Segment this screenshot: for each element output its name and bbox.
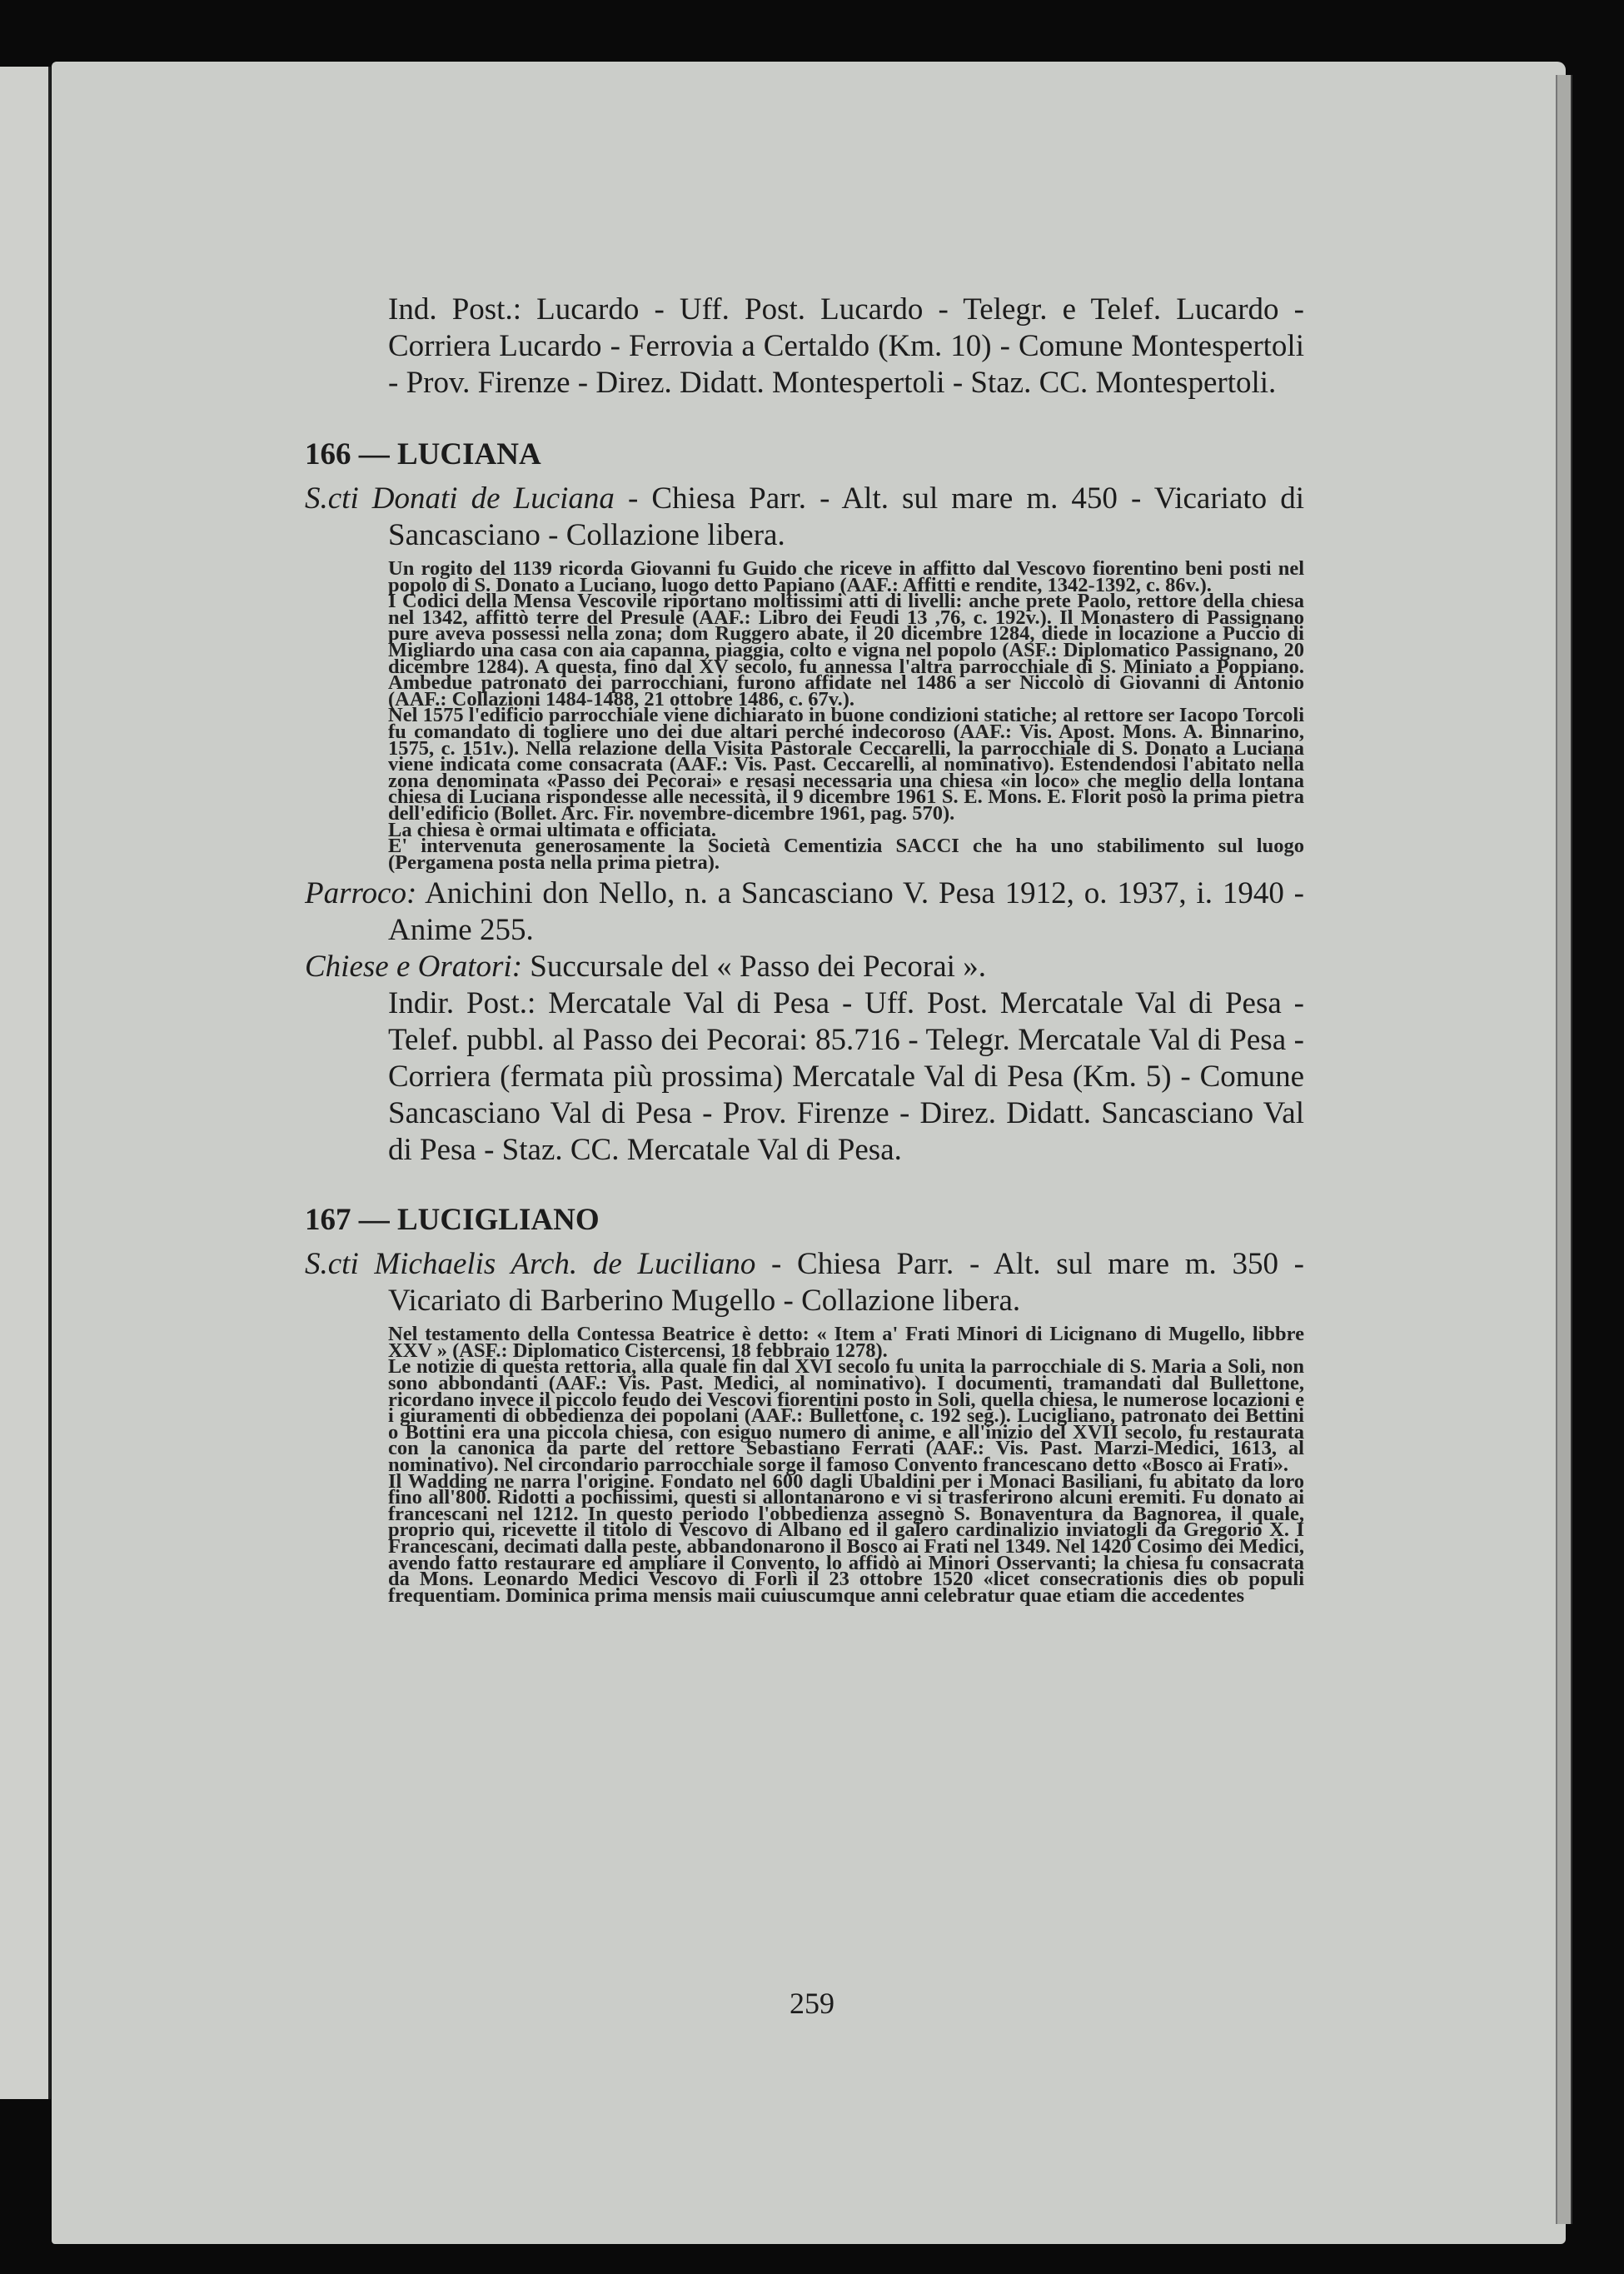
page-number: 259	[790, 1987, 834, 2020]
parroco-label: Parroco:	[305, 876, 417, 911]
entry-166-chiese	[305, 949, 1304, 985]
history-paragraph: I Codici della Mensa Vescovile riportano moltissimi atti di livelli: anche prete Paolo, rettore della chiesa nel 1342, affittò terre del Presule (AAF.: Libro dei Feudi 13 ,76, c. 192v.). Il Monastero di Passignano pure aveva possessi nella zona; dom Ruggero abate, il 20 dicembre 1284, diede in locazione a Puccio di Migliardo una casa con aia capanna, piaggia, colto e vigna nel popolo (ASF.: Diplomatico Passignano, 20 dicembre 1284). A questa, fino dal XV secolo, fu annessa l'altra parrocchiale di S. Miniato a Poppiano. Ambedue patronato dei parrocchiani, furono affidate nel 1486 a ser Niccolò di Giovanni di Antonio (AAF.: Collazioni 1484-1488, 21 ottobre 1486, c. 67v.).	[388, 590, 1304, 711]
page-stack-edge	[1556, 75, 1572, 2224]
history-paragraph: Nel 1575 l'edificio parrocchiale viene dichiarato in buone condizioni statiche; al rettore ser Iacopo Torcoli fu comandato di togliere uno dei due altari perché indecoroso (AAF.: Vis. Apost. Mons. A. Binnarino, 1575, c. 151v.). Nella relazione della Visita Pastorale Ceccarelli, la parrocchiale di S. Donato a Luciana viene indicata come consacrata (AAF.: Vis. Past. Ceccarelli, al nominativo). Estendendosi l'abitato nella zona denominata «Passo dei Pecorai» e resasi necessaria una chiesa «in loco» che meglio della lontana chiesa di Luciana rispondesse alle necessità, il 9 dicembre 1961 S. E. Mons. E. Florit posò la prima pietra dell'edificio (Bollet. Arc. Fir. novembre-dicembre 1961, pag. 570).	[388, 704, 1304, 825]
intro-address: Ind. Post.: Lucardo - Uff. Post. Lucardo - Telegr. e Telef. Lucardo - Corriera Lucardo - Ferrovia a Certaldo (Km. 10) - Comune Montespertoli - Prov. Firenze - Direz. Didatt. Montespertoli - Staz. CC. Montespertoli.	[388, 292, 1304, 400]
entry-166-title: 166 — LUCIANA	[305, 437, 541, 471]
entry-167-saint: S.cti Michaelis Arch. de Luciliano	[305, 1247, 756, 1282]
chiese-label: Chiese e Oratori:	[305, 950, 523, 985]
entry-166-saint: S.cti Donati de Luciana	[305, 481, 615, 516]
history-paragraph: E' intervenuta generosamente la Società Cementizia SACCI che ha uno stabilimento sul luogo (Pergamena posta nella prima pietra).	[388, 835, 1304, 874]
page-content	[305, 292, 1304, 1607]
chiese-text: Succursale del « Passo dei Pecorai ».	[522, 950, 986, 985]
entry-166-parroco	[305, 875, 1304, 949]
entry-166-heading	[305, 481, 1304, 554]
entry-166-heading-rest: - Chiesa Parr. - Alt. sul mare m. 450 - Vicariato di Sancasciano - Collazione libera.	[388, 481, 1304, 552]
entry-167-title: 167 — LUCIGLIANO	[305, 1203, 600, 1238]
parroco-text: Anichini don Nello, n. a Sancasciano V. Pesa 1912, o. 1937, i. 1940 - Anime 255.	[388, 876, 1304, 948]
history-paragraph: Le notizie di questa rettoria, alla quale fin dal XVI secolo fu unita la parrocchiale di S. Maria a Soli, non sono abbondanti (AAF.: Vis. Past. Medici, al nominativo). I documenti, tramandati dal Bullettone, ricordano invece il piccolo feudo dei Vescovi fiorentini posto in Soli, quella chiesa, le numerose locazioni e i giuramenti di obbedienza dei popolani (AAF.: Bullettone, c. 192 seg.). Lucigliano, patronato dei Bettini o Bottini era una piccola chiesa, con esiguo numero di anime, e all'inizio del XVII secolo, fu restaurata con la canonica da parte del rettore Sebastiano Ferrati (AAF.: Vis. Past. Marzi-Medici, 1613, al nominativo). Nel circondario parrocchiale sorge il famoso Convento francescano detto «Bosco ai Frati».	[388, 1355, 1304, 1477]
entry-166-history	[388, 557, 1304, 874]
facing-page-edge	[0, 67, 51, 2099]
history-paragraph: Nel testamento della Contessa Beatrice è detto: « Item a' Frati Minori di Licignano di Mugello, libbre XXV » (ASF.: Diplomatico Cistercensi, 18 febbraio 1278).	[388, 1323, 1304, 1362]
entry-167-heading-rest: - Chiesa Parr. - Alt. sul mare m. 350 - Vicariato di Barberino Mugello - Collazione libera.	[388, 1247, 1304, 1319]
entry-167-history	[388, 1323, 1304, 1607]
entry-167-heading	[305, 1246, 1304, 1319]
entry-166-indir: Indir. Post.: Mercatale Val di Pesa - Uff. Post. Mercatale Val di Pesa - Telef. pubbl. al Passo dei Pecorai: 85.716 - Telegr. Mercatale Val di Pesa - Corriera (fermata più prossima) Mercatale Val di Pesa (Km. 5) - Comune Sancasciano Val di Pesa - Prov. Firenze - Direz. Didatt. Sancasciano Val di Pesa - Staz. CC. Mercatale Val di Pesa.	[388, 986, 1304, 1168]
history-paragraph: La chiesa è ormai ultimata e officiata.	[388, 818, 716, 841]
history-paragraph: Un rogito del 1139 ricorda Giovanni fu Guido che riceve in affitto dal Vescovo fiorentino beni posti nel popolo di S. Donato a Luciano, luogo detto Papiano (AAF.: Affitti e rendite, 1342-1392, c. 86v.).	[388, 557, 1304, 596]
history-paragraph: Il Wadding ne narra l'origine. Fondato nel 600 dagli Ubaldini per i Monaci Basiliani, fu abitato da loro fino all'800. Ridotti a pochissimi, questi si allontanarono e vi si trasferirono alcuni eremiti. Fu donato ai francescani nel 1212. In questo periodo l'obbedienza assegnò S. Bonaventura da Bagnorea, il quale, proprio qui, ricevette il titolo di Vescovo di Albano ed il galero cardinalizio inviatogli da Gregorio X. I Francescani, decimati dalla peste, abbandonarono il Bosco ai Frati nel 1349. Nel 1420 Cosimo dei Medici, avendo fatto restaurare ed ampliare il Convento, lo affidò ai Minori Osservanti; la chiesa fu consacrata da Mons. Leonardo Medici Vescovo di Forlì il 23 ottobre 1520 «licet consecrationis dies ob populi frequentiam. Dominica prima mensis maii cuiuscumque anni celebratur quae etiam die accedentes	[388, 1469, 1304, 1607]
